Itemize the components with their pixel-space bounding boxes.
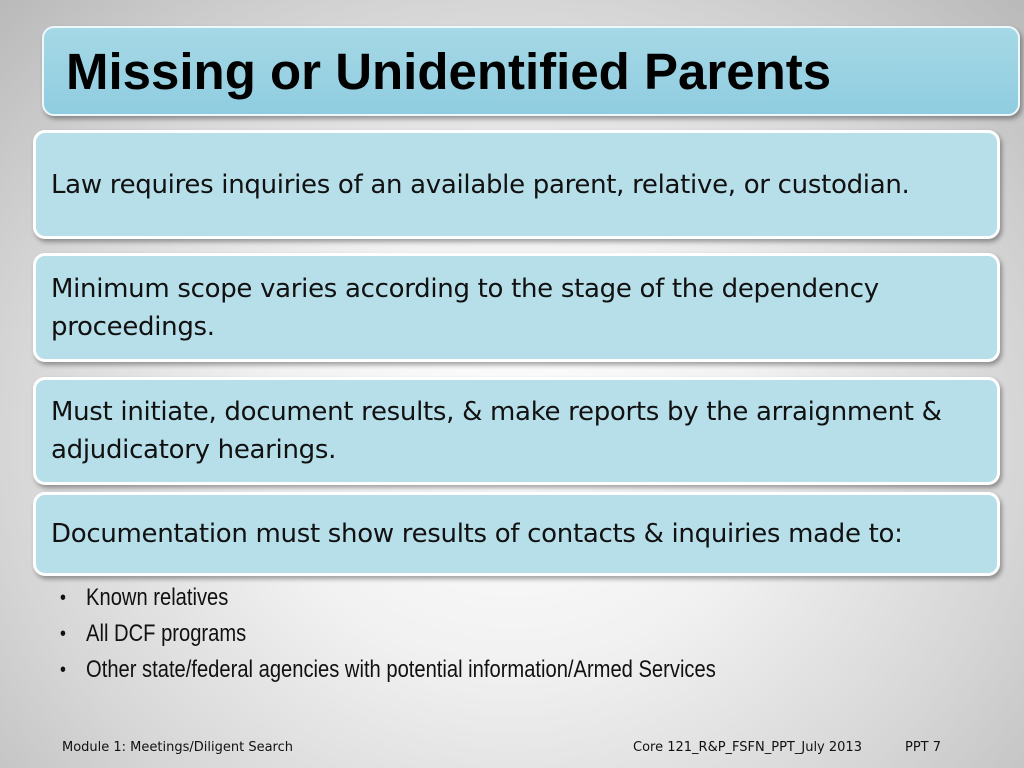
content-box-documentation	[33, 492, 1000, 576]
bullet-list	[60, 580, 841, 688]
bullet-text: All DCF programs	[86, 620, 247, 647]
content-box-text: Documentation must show results of contacts & inquiries made to:	[51, 519, 903, 549]
bullet-item	[60, 652, 716, 688]
content-box-text: Must initiate, document results, & make reports by the arraignment & adjudicatory hearings.	[51, 397, 942, 465]
bullet-text: Other state/federal agencies with potential information/Armed Services	[86, 656, 716, 683]
title-bar	[42, 26, 1020, 116]
slide-title: Missing or Unidentified Parents	[66, 43, 832, 100]
content-box-law	[33, 130, 1000, 239]
footer-module-label: Module 1: Meetings/Diligent Search	[62, 740, 293, 755]
bullet-item	[60, 616, 716, 652]
bullet-icon: •	[60, 659, 66, 681]
footer-course-label: Core 121_R&P_FSFN_PPT_July 2013	[633, 740, 862, 755]
bullet-icon: •	[60, 623, 66, 645]
content-box-text: Minimum scope varies according to the stage of the dependency proceedings.	[51, 273, 879, 342]
bullet-item	[60, 580, 716, 616]
bullet-text: Known relatives	[86, 584, 229, 611]
content-box-text: Law requires inquiries of an available parent, relative, or custodian.	[51, 169, 910, 200]
content-box-minimum-scope	[33, 253, 1000, 362]
content-box-must-initiate	[33, 377, 1000, 485]
bullet-icon: •	[60, 587, 66, 609]
footer-page-number: PPT 7	[905, 740, 942, 755]
